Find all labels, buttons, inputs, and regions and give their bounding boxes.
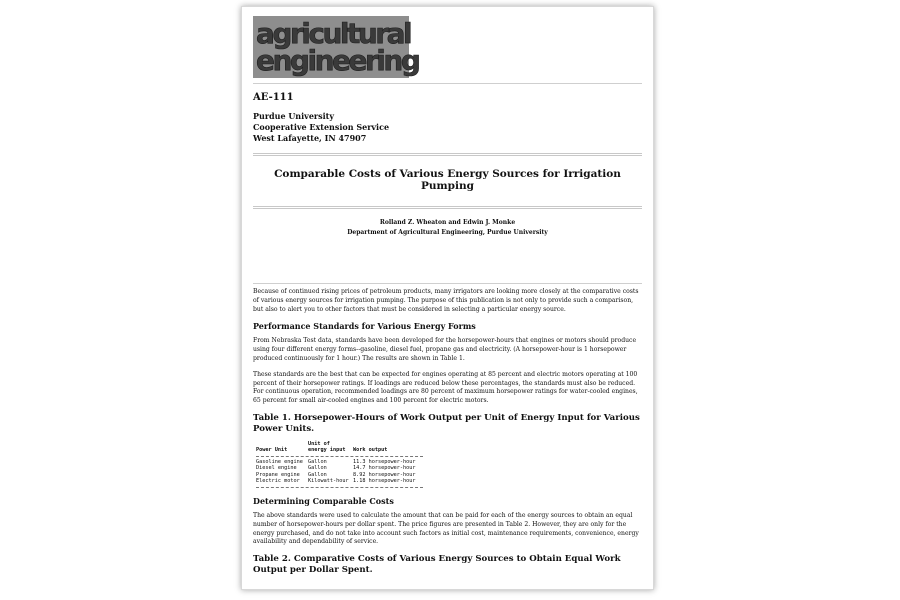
table-divider bbox=[256, 487, 423, 488]
divider bbox=[253, 83, 642, 84]
address-block bbox=[253, 111, 642, 144]
table-cell: Gallon bbox=[308, 471, 327, 478]
section-heading: Determining Comparable Costs bbox=[253, 495, 394, 506]
header-cell: Work output bbox=[353, 447, 388, 454]
table-caption: Table 2. Comparative Costs of Various Energy Sources to Obtain Equal Work Output per Dollar Spent. bbox=[253, 554, 621, 576]
table-cell: 1.18 horsepower-hour bbox=[353, 478, 416, 485]
paragraph: The above standards were used to calculate the amount that can be paid for each of the energy sources to obtain an equal number of horsepower-hours per dollar spent. The price figures are presented in Table 2. However, they are only for the energy purchased, and do not take into account such factors as initial cost, maintenance requirements, convenience, energy availability and dependability of service. bbox=[253, 511, 639, 546]
table-cell: Electric motor bbox=[256, 478, 300, 485]
divider bbox=[253, 206, 642, 209]
publication-code: AE-111 bbox=[253, 92, 294, 103]
table-divider bbox=[256, 456, 423, 457]
address-line: Purdue University bbox=[253, 111, 335, 121]
authors: Rolland Z. Wheaton and Edwin J. Monke bbox=[379, 219, 516, 226]
table-cell: Gasoline engine bbox=[256, 458, 303, 465]
table-header bbox=[256, 447, 423, 454]
intro-paragraph: Because of continued rising prices of petroleum products, many irrigators are looking more closely at the comparative costs of various energy sources for irrigation pumping. The purpose of this publication is not only to provide such a comparison, but also to alert you to other factors that must be considered in selecting a particular energy source. bbox=[253, 288, 639, 313]
table-caption: Table 1. Horsepower-Hours of Work Output per Unit of Energy Input for Various Power Units. bbox=[253, 412, 640, 434]
agricultural-engineering-logo bbox=[253, 16, 419, 78]
divider bbox=[253, 283, 642, 284]
table-cell: 14.7 horsepower-hour bbox=[353, 465, 416, 472]
document-page bbox=[241, 6, 654, 590]
address-line: West Lafayette, IN 47907 bbox=[253, 133, 367, 143]
table-cell: Gallon bbox=[308, 458, 327, 465]
header-cell: energy input bbox=[308, 447, 346, 454]
authors-block bbox=[253, 218, 642, 238]
department: Department of Agricultural Engineering, Purdue University bbox=[347, 229, 548, 236]
paragraph: These standards are the best that can be expected for engines operating at 85 percent and electric motors operating at 100 percent of their horsepower ratings. If loadings are reduced below these percentages, the standards must also be reduced. For continuous operation, recommended loadings are 80 percent of maximum horsepower ratings for water-cooled engines, 65 percent for small air-cooled engines and 100 percent for electric motors. bbox=[253, 370, 638, 405]
divider bbox=[253, 153, 642, 156]
page-title: Comparable Costs of Various Energy Sources for Irrigation Pumping bbox=[274, 168, 621, 192]
section-heading: Performance Standards for Various Energy Forms bbox=[253, 321, 476, 332]
table-cell: 8.92 horsepower-hour bbox=[353, 471, 416, 478]
header-cell: Unit of bbox=[308, 440, 330, 447]
table-cell: Propane engine bbox=[256, 471, 300, 478]
table-cell: Diesel engine bbox=[256, 465, 297, 472]
table-1 bbox=[256, 441, 423, 488]
header-cell: Power Unit bbox=[256, 447, 288, 454]
logo-line-2: engineering bbox=[256, 44, 419, 77]
paragraph: From Nebraska Test data, standards have been developed for the horsepower-hours that engines or motors should produce using four different energy forms--gasoline, diesel fuel, propane gas and electricity. (A horsepower-hour is 1 horsepower produced continuously for 1 hour.) The results are shown in Table 1. bbox=[253, 337, 637, 362]
table-cell: Gallon bbox=[308, 465, 327, 472]
table-row bbox=[256, 478, 423, 485]
table-cell: 11.3 horsepower-hour bbox=[353, 458, 416, 465]
logo-line-1: agricultural bbox=[256, 17, 411, 50]
table-cell: Kilowatt-hour bbox=[308, 478, 349, 485]
address-line: Cooperative Extension Service bbox=[253, 122, 390, 132]
